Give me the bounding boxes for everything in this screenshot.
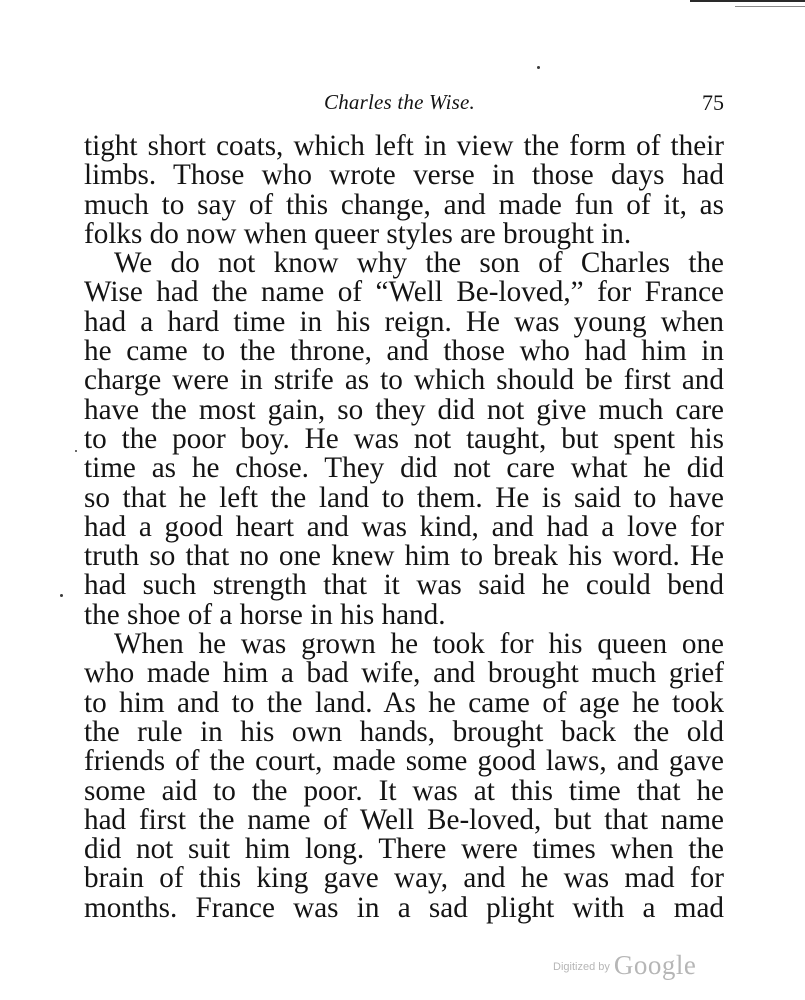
text-line: the rule in his own hands, brought back the old xyxy=(84,715,724,748)
paragraph-first-line: When he was grown he took for his queen one xyxy=(114,628,724,661)
text-line: had a hard time in his reign. He was young when xyxy=(84,305,724,338)
text-line: limbs. Those who wrote verse in those days had xyxy=(84,159,724,192)
top-edge-rule xyxy=(690,0,805,2)
text-line: to him and to the land. As he came of age he took xyxy=(84,686,724,719)
watermark-prefix: Digitized by xyxy=(553,961,610,973)
text-line: had first the name of Well Be-loved, but that name xyxy=(84,803,724,836)
text-line: Wise had the name of “Well Be-loved,” for France xyxy=(84,276,724,309)
text-line: truth so that no one knew him to break his word. He xyxy=(84,540,724,573)
scan-speck xyxy=(60,594,63,597)
running-head: Charles the Wise. xyxy=(324,90,475,114)
body-text xyxy=(84,132,724,923)
text-line: time as he chose. They did not care what he did xyxy=(84,452,724,485)
text-line: some aid to the poor. It was at this time that he xyxy=(84,774,724,807)
google-logo: Google xyxy=(613,950,697,980)
scan-speck xyxy=(75,450,77,452)
text-line: he came to the throne, and those who had him in xyxy=(84,335,724,368)
paragraph-first-line: We do not know why the son of Charles the xyxy=(114,247,724,280)
text-line: charge were in strife as to which should be first and xyxy=(84,364,724,397)
text-line: tight short coats, which left in view the form of their xyxy=(84,130,724,162)
top-edge-rule-secondary xyxy=(735,6,805,7)
page-header xyxy=(84,88,724,122)
text-line: did not suit him long. There were times when the xyxy=(84,833,724,866)
text-line: had such strength that it was said he could bend xyxy=(84,569,724,602)
scan-speck xyxy=(537,66,540,69)
text-line: folks do now when queer styles are brought in. xyxy=(84,217,632,250)
text-line: who made him a bad wife, and brought much grief xyxy=(84,657,724,690)
text-line: to the poor boy. He was not taught, but spent his xyxy=(84,422,724,455)
text-line: months. France was in a sad plight with a mad xyxy=(84,891,724,924)
text-line: have the most gain, so they did not give much care xyxy=(84,393,724,426)
text-line: much to say of this change, and made fun of it, as xyxy=(84,188,724,221)
text-line: so that he left the land to them. He is said to have xyxy=(84,481,724,514)
page-number: 75 xyxy=(702,90,724,115)
digitized-watermark xyxy=(553,950,696,981)
text-line: friends of the court, made some good laws, and gave xyxy=(84,745,724,778)
text-line: had a good heart and was kind, and had a love for xyxy=(84,510,724,543)
text-line: the shoe of a horse in his hand. xyxy=(84,598,446,631)
text-line: brain of this king gave way, and he was mad for xyxy=(84,862,724,895)
